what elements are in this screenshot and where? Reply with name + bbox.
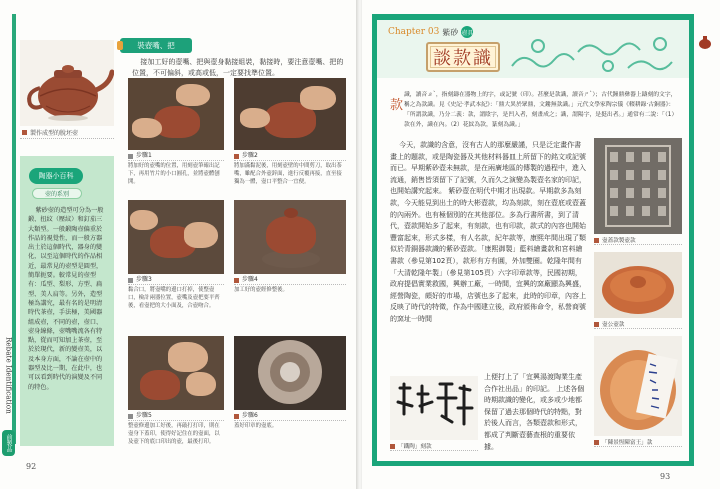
- frame-top: [372, 14, 694, 20]
- chapter-badge: 壺具: [461, 26, 473, 38]
- section-intro: 接加工好的壺嘴、把與壺身黏接組裝，黏接時，要注意壺嘴、把的位置，不可偏斜，或高或低，一定要找準位置。: [132, 58, 344, 77]
- sidebar-body: 紫砂壺的造型可分為一般鍛、扭紋（壓紋）和釘茄三大類型。一般鍛陶壺偏重於作品的視覺性，而一般方器出土於這個時代，器身的變化，以至這個時代的作品相近，最常見的壺型是圓型，簡單扼要。較常見的壺型有：瓜型、梨形、方型、扁型、美人肩等。另外，造型極為講究，最有名的是明清時代茶壺，手法極，美國器組成壺，不同的壺，壺口、壺身線條，壺嘴嘴流各有特點，從而可知加上茶壺，至於於現代，新的變壺美，以及本身方面，不論在壺中的器型及比一期，在此中，也可以看到時代的演變及不同的特色。: [28, 207, 104, 391]
- caption-marker-icon: [594, 238, 599, 243]
- step1-photo: [128, 78, 224, 150]
- teapot-photo-caption: [20, 127, 114, 139]
- step-marker-icon: [234, 414, 239, 419]
- section-header: 裝壺嘴、把: [120, 38, 192, 53]
- step-marker-icon: [128, 414, 133, 419]
- definition-initial: 款: [390, 98, 404, 113]
- caption-text: 製作成型的脫坯壺: [30, 130, 79, 137]
- vertical-running-title: Rebate Identification: [4, 336, 14, 414]
- cloud-pattern-icon: [508, 32, 678, 76]
- teapot-photo: [20, 40, 114, 126]
- step2-caption: 步驟2 將加滿黏泥後，用刻壺壁的中間剪刀，取出茶嘴，雖配合外壺鋅面，進行反覆再接，直至接獨為一體，壺口平整合一宜便。: [234, 152, 346, 184]
- page-number-right: 93: [660, 472, 671, 481]
- teapot-base-image: [594, 336, 682, 436]
- article-body-continued: 上便打上了「宜興湯渡陶業生產合作社出品」的印記。 上述各個時期款識的變化，或多或少地都保留了過去那個時代的特點，對於後人而言，各類壺款和形式，都成了判斷壺藝查根的重要依據。: [484, 373, 585, 451]
- article-body: 今天，款識的含意，沒有古人的那麼嚴謹，只是泛定畫作書畫上的題款，或是陶瓷器及其他材料器皿上所留下的銘文或記號而已。早期紫砂壺未無款，是在兩廣地區的傳製的過程中，進入流通，銷售皆須留下了記號，久而久之演變為製壺名家的印記，也開始講究起來。 紫砂壺在明代中期才出現款。早期款多為刻款，今天能見到出土的時大彬壺款，均為刻款，刻在壺底或壺蓋的內兩外。也有極個別的在其他部位。多為行書所書，到了清代，壺款開始多了起來，有刻款，也有印款，款式的內容也開始豐富起來，形式多樣，有人名款，紀年款等，康熙年間出現了類似於青銅器款識的紫砂壺款。「康熙御製」藍料繪畫款和宮料繪書款（參見第102頁），款形有方有圓，外加雙圈。乾隆年間有「大清乾隆年製」（參見第105頁）六字印章款等，民國初期，政府提倡實業救國，興辦工廠，一時間，宜興的窯廠顯為興盛，經營陶瓷，頗好的市場，店號也多了起來，此時的印章，內容上反映了時代的特徵，作為中國建立後，政府頒佈命令，私營商號的窯址一時間: [390, 141, 586, 323]
- step3-photo: [128, 200, 224, 274]
- teapot-lid-image: [594, 252, 682, 318]
- step5-caption: 步驟5 整壺修邊加工好後，再敲打打印，則在壺身下蓋印，使得好記住在的壺面，以及壺下的底口印出的壺，最後打印。: [128, 412, 224, 444]
- page-number-left: 92: [26, 462, 37, 471]
- chapter-label: [388, 26, 473, 38]
- step1-caption: 步驟1 將加好的壺嘴的位置，用刻壺筆確出記下，再用竹片的小口圓孔，並將壺體刨開。: [128, 152, 224, 184]
- sidebar-subheader: 壺的系別: [32, 188, 82, 199]
- caption-marker-icon: [594, 322, 599, 327]
- frame-left: [372, 14, 377, 466]
- step2-photo: [234, 78, 346, 150]
- teapot-lid-caption: 壺公壺款: [594, 320, 682, 329]
- caption-marker-icon: [594, 440, 599, 445]
- stamp-seal-image: [594, 138, 682, 234]
- caption-marker-icon: [22, 130, 27, 135]
- step4-photo: [234, 200, 346, 274]
- page-title: 談款識: [426, 42, 500, 72]
- step5-photo: [128, 336, 224, 410]
- chapter-number: Chapter 03: [388, 27, 440, 37]
- step4-caption: 步驟4 加工好的壺經修整後。: [234, 276, 346, 308]
- calligraphy-image: [390, 376, 478, 440]
- teapot-tab-icon: [698, 30, 712, 52]
- section-side-tab: 前製品: [2, 430, 15, 456]
- step6-caption: 步驟6 蓋好印章的壺底。: [234, 412, 346, 444]
- definition-text: 識，讀音ㄓˋ，指刻鑄在器物上的字，或記號（印）。甚麼是款識，讀音ㄕˋ）；古代鐘鼎彝器上鑄刻的文字，稱之為款識。見《史記·孝武本紀》：「鼎大異於眾鼎，文鏤無款識。」元代文學家陶宗儀《輟耕錄·古銅器》：「所謂款識，乃分二義：款，謂陰字，是凹入者，刻畫成之；識，謂陽字，是挺出者。」通常有二說：「（1）款在外，識在內。（2）花紋為款，篆刻為識。」: [404, 92, 678, 128]
- teapot-base-caption: 「陳景恆陳富王」款: [594, 438, 682, 447]
- step3-caption: 步驟3 黏合口，將壺嘴的邊口打掉，使整壺口，檢計兩器位置，壺嘴及壺把要平齊後，看壺把的大小面及，合壺吻合。: [128, 276, 224, 308]
- caption-marker-icon: [390, 444, 395, 449]
- chapter-title: 紫砂: [442, 27, 459, 37]
- sidebar-header: 陶器小百科: [29, 168, 83, 184]
- calligraphy-caption: 「鐵陶」刻款: [390, 442, 478, 451]
- step-marker-icon: [234, 154, 239, 159]
- stamp-seal-caption: 壺蓋款製壺款: [594, 236, 682, 245]
- step6-photo: [234, 336, 346, 410]
- step-marker-icon: [128, 154, 133, 159]
- frame-bottom: [372, 461, 694, 466]
- step-marker-icon: [128, 278, 133, 283]
- frame-right: [689, 14, 694, 466]
- step-marker-icon: [234, 278, 239, 283]
